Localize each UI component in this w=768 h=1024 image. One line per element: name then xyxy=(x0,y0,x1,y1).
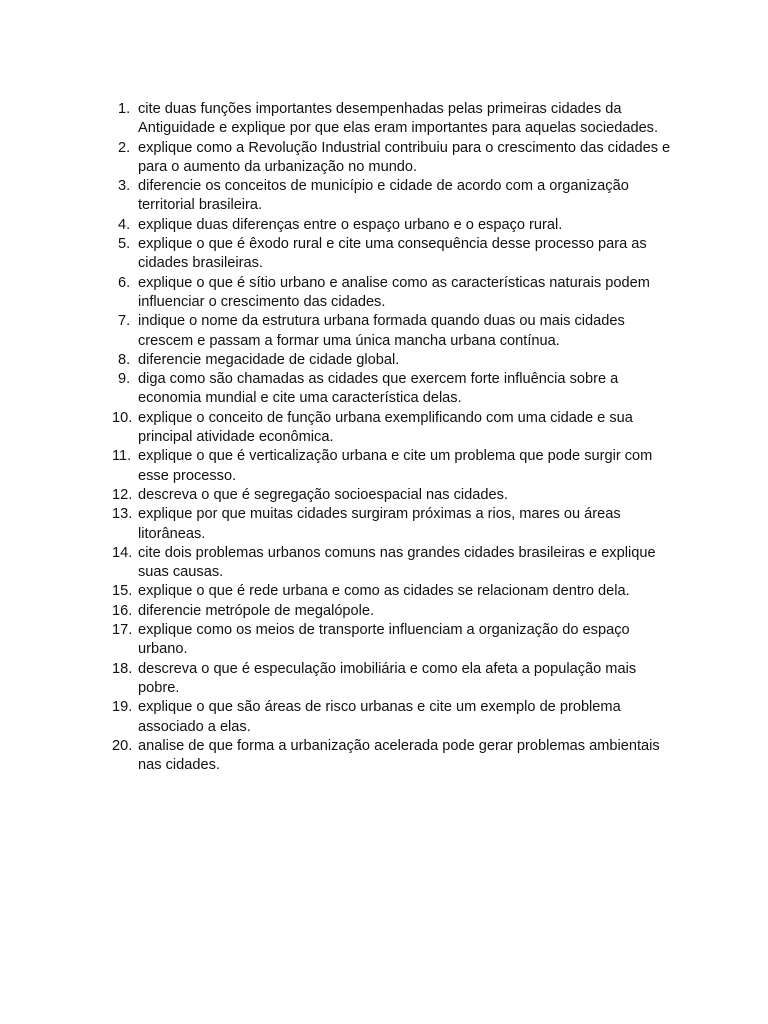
question-text: explique duas diferenças entre o espaço urbano e o espaço rural. xyxy=(138,216,563,233)
question-text: explique o conceito de função urbana exemplificando com uma cidade e sua principal atividade econômica. xyxy=(138,409,633,446)
question-item xyxy=(112,100,672,139)
question-item xyxy=(112,447,672,486)
question-number: 17. xyxy=(112,622,133,639)
question-number: 19. xyxy=(112,699,133,716)
question-item xyxy=(112,486,672,505)
question-text: explique como a Revolução Industrial contribuiu para o crescimento das cidades e para o aumento da urbanização no mundo. xyxy=(138,139,671,175)
question-item xyxy=(112,351,672,370)
question-text: descreva o que é especulação imobiliária e como ela afeta a população mais pobre. xyxy=(138,660,637,696)
question-item xyxy=(112,698,672,737)
question-item xyxy=(112,370,672,409)
question-item xyxy=(112,737,672,776)
question-item xyxy=(112,216,672,235)
question-number: 6. xyxy=(118,274,131,291)
question-item xyxy=(112,544,672,583)
question-number: 2. xyxy=(118,139,131,156)
question-item xyxy=(112,235,672,274)
question-number: 8. xyxy=(118,351,131,368)
question-text: explique o que é sítio urbano e analise como as características naturais podem influenciar o crescimento das cidades. xyxy=(138,274,650,310)
question-text: explique por que muitas cidades surgiram próximas a rios, mares ou áreas litorâneas. xyxy=(138,506,621,542)
question-item xyxy=(112,274,672,313)
question-number: 12. xyxy=(112,486,133,503)
question-text: diferencie metrópole de megalópole. xyxy=(138,602,375,619)
question-item xyxy=(112,409,672,448)
question-item xyxy=(112,177,672,216)
question-number: 15. xyxy=(112,583,133,600)
question-text: diferencie megacidade de cidade global. xyxy=(138,351,400,368)
question-number: 3. xyxy=(118,178,131,195)
question-text: diferencie os conceitos de município e cidade de acordo com a organização territorial brasileira. xyxy=(138,178,629,214)
question-text: explique como os meios de transporte influenciam a organização do espaço urbano. xyxy=(138,622,630,658)
question-text: explique o que são áreas de risco urbanas e cite um exemplo de problema associado a elas. xyxy=(138,699,621,735)
question-text: explique o que é verticalização urbana e cite um problema que pode surgir com esse processo. xyxy=(138,448,653,484)
question-item xyxy=(112,139,672,178)
question-number: 4. xyxy=(118,216,131,233)
question-number: 9. xyxy=(118,371,131,388)
question-number: 13. xyxy=(112,506,133,523)
question-number: 1. xyxy=(118,101,131,117)
question-text: explique o que é êxodo rural e cite uma consequência desse processo para as cidades brasileiras. xyxy=(138,236,647,272)
question-text: cite dois problemas urbanos comuns nas grandes cidades brasileiras e explique suas causas. xyxy=(138,544,656,581)
question-number: 11. xyxy=(112,448,132,465)
question-list xyxy=(112,100,672,775)
question-item xyxy=(112,660,672,699)
question-number: 10. xyxy=(112,409,133,426)
question-number: 20. xyxy=(112,737,133,754)
question-number: 5. xyxy=(118,236,131,253)
question-text: explique o que é rede urbana e como as cidades se relacionam dentro dela. xyxy=(138,583,630,600)
question-text: diga como são chamadas as cidades que exercem forte influência sobre a economia mundial e cite uma característica delas. xyxy=(138,371,619,407)
question-item xyxy=(112,621,672,660)
question-number: 14. xyxy=(112,544,133,561)
question-item xyxy=(112,582,672,601)
question-number: 16. xyxy=(112,602,133,619)
question-item xyxy=(112,505,672,544)
question-text: analise de que forma a urbanização acelerada pode gerar problemas ambientais nas cidades. xyxy=(138,737,660,774)
question-item xyxy=(112,312,672,351)
question-number: 7. xyxy=(118,313,131,330)
question-text: indique o nome da estrutura urbana formada quando duas ou mais cidades crescem e passam a formar uma única mancha urbana contínua. xyxy=(138,313,625,349)
question-number: 18. xyxy=(112,660,133,677)
question-text: cite duas funções importantes desempenhadas pelas primeiras cidades da Antiguidade e explique por que elas eram importantes para aquelas sociedades. xyxy=(138,101,659,137)
question-item xyxy=(112,602,672,621)
question-text: descreva o que é segregação socioespacial nas cidades. xyxy=(138,486,508,503)
